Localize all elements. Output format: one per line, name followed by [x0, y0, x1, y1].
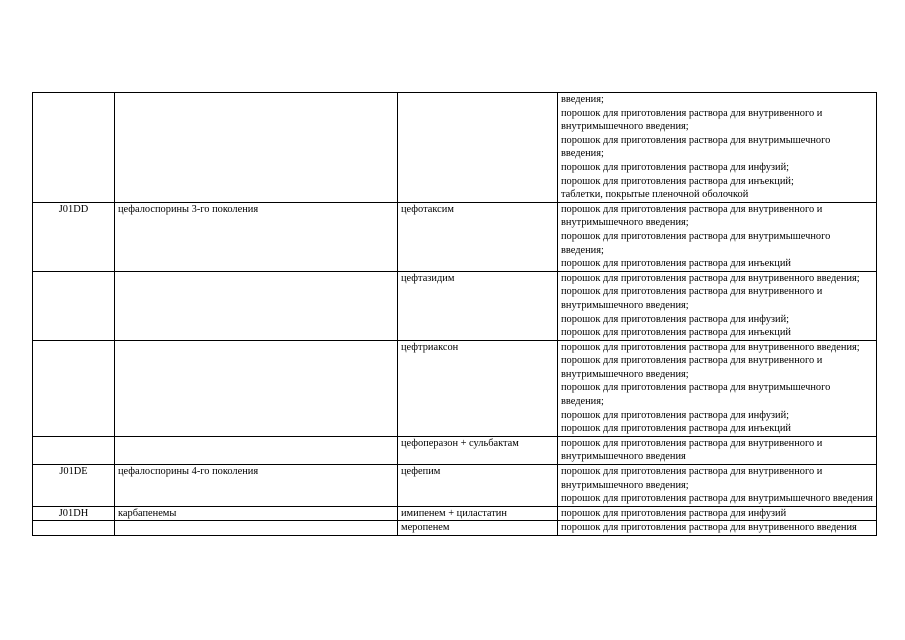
group-cell: карбапенемы [115, 506, 398, 521]
drug-name-cell [398, 93, 558, 203]
drug-name-cell: цефтриаксон [398, 340, 558, 436]
dosage-form-cell: порошок для приготовления раствора для внутривенного введения; порошок для приготовления раствора для внутривенного и внутримышечного введения; порошок для приготовления раствора для инфузий; порошок для приготовления раствора для инъекций [558, 271, 877, 340]
table-row [33, 521, 877, 536]
drug-name-cell: цефоперазон + сульбактам [398, 436, 558, 464]
table-row [33, 465, 877, 507]
drug-name-cell: имипенем + циластатин [398, 506, 558, 521]
table-row [33, 340, 877, 436]
table-row [33, 506, 877, 521]
dosage-form-cell: порошок для приготовления раствора для внутривенного введения [558, 521, 877, 536]
group-cell [115, 93, 398, 203]
drug-name-cell: меропенем [398, 521, 558, 536]
group-cell [115, 521, 398, 536]
atc-code-cell [33, 271, 115, 340]
atc-code-cell: J01DH [33, 506, 115, 521]
dosage-form-cell: порошок для приготовления раствора для внутривенного и внутримышечного введения; порошок для приготовления раствора для внутримышечного введения; порошок для приготовления раствора для инъекций [558, 202, 877, 271]
dosage-form-cell: порошок для приготовления раствора для внутривенного и внутримышечного введения [558, 436, 877, 464]
drug-name-cell: цефотаксим [398, 202, 558, 271]
dosage-form-cell: порошок для приготовления раствора для внутривенного и внутримышечного введения; порошок для приготовления раствора для внутримышечного введения [558, 465, 877, 507]
table-row [33, 271, 877, 340]
table-row [33, 202, 877, 271]
dosage-form-cell: порошок для приготовления раствора для инфузий [558, 506, 877, 521]
dosage-form-cell: введения; порошок для приготовления раствора для внутривенного и внутримышечного введения; порошок для приготовления раствора для внутримышечного введения; порошок для приготовления раствора для инфузий; порошок для приготовления раствора для инъекций; таблетки, покрытые пленочной оболочкой [558, 93, 877, 203]
atc-code-cell [33, 93, 115, 203]
atc-code-cell [33, 436, 115, 464]
table-row [33, 436, 877, 464]
atc-code-cell: J01DD [33, 202, 115, 271]
atc-code-cell [33, 340, 115, 436]
atc-code-cell: J01DE [33, 465, 115, 507]
drug-name-cell: цефепим [398, 465, 558, 507]
group-cell [115, 271, 398, 340]
group-cell [115, 340, 398, 436]
group-cell [115, 436, 398, 464]
drug-table [32, 92, 877, 536]
dosage-form-cell: порошок для приготовления раствора для внутривенного введения; порошок для приготовления раствора для внутривенного и внутримышечного введения; порошок для приготовления раствора для внутримышечного введения; порошок для приготовления раствора для инфузий; порошок для приготовления раствора для инъекций [558, 340, 877, 436]
group-cell: цефалоспорины 4-го поколения [115, 465, 398, 507]
drug-name-cell: цефтазидим [398, 271, 558, 340]
group-cell: цефалоспорины 3-го поколения [115, 202, 398, 271]
table-row [33, 93, 877, 203]
atc-code-cell [33, 521, 115, 536]
